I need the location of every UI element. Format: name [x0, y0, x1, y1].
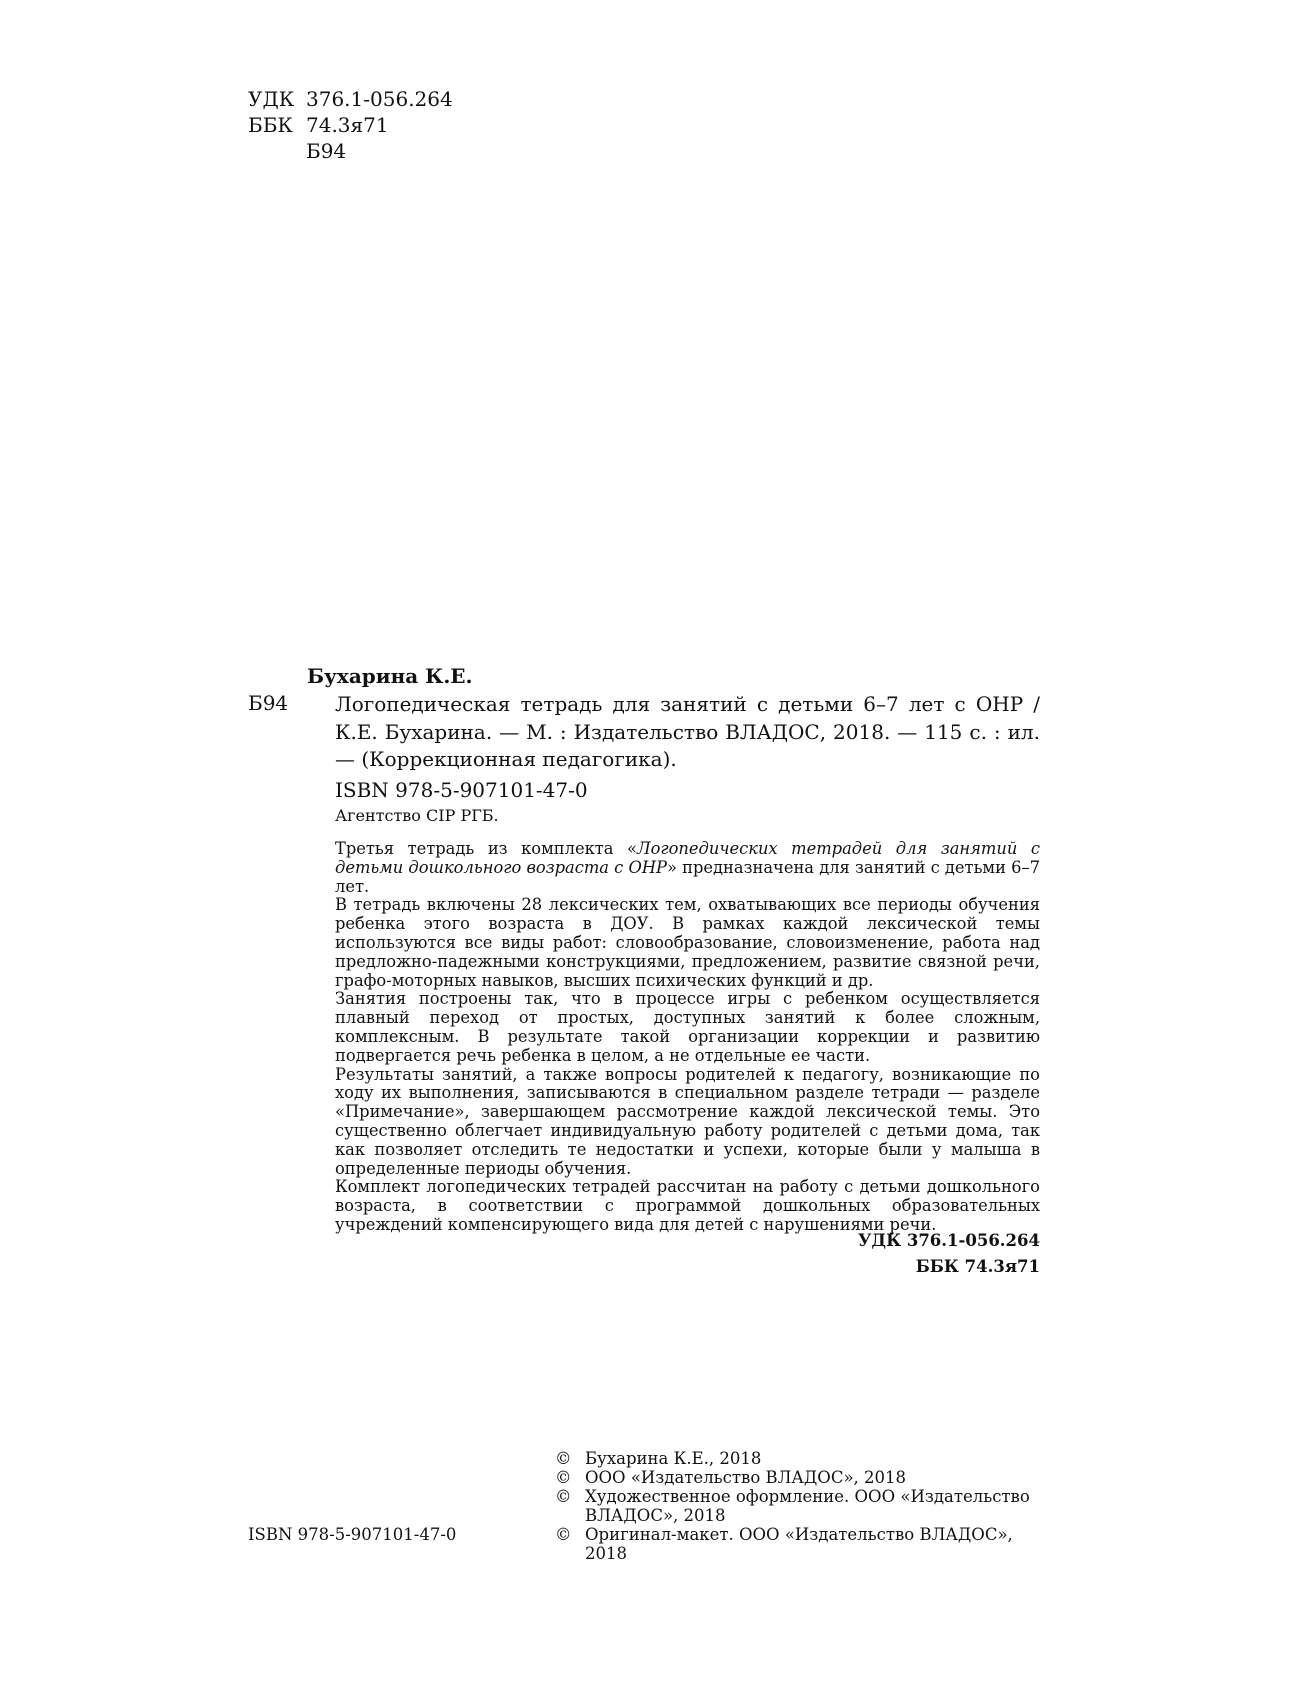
annotation-paragraph-4: Результаты занятий, а также вопросы родителей к педагогу, возникающие по ходу их выполнения, записываются в специальном разделе тетради — разделе «Примечание», завершающем рассмотрение каждой лексической темы. Это существенно облегчает индивидуальную работу родителей с детьми дома, так как позволяет отследить те недостатки и успехи, которые были у малыша в определенные периоды обучения.	[335, 1064, 1040, 1178]
annotation	[335, 840, 1040, 1235]
bottom-classification-codes	[858, 1228, 1040, 1280]
series-title: Логопедических тетрадей для занятий с детьми дошкольного возраста с ОНР	[335, 839, 1040, 877]
copyright-text: Оригинал-макет. ООО «Издательство ВЛАДОС», 2018	[585, 1525, 1013, 1563]
annotation-paragraph-3: Занятия построены так, что в процессе игры с ребенком осуществляется плавный переход от простых, доступных занятий к более сложным, комплексным. В результате такой организации коррекции и развитию подвергается речь ребенка в целом, а не отдельные ее части.	[335, 989, 1040, 1065]
card-isbn: ISBN 978-5-907101-47-0	[335, 778, 588, 802]
copyright-icon: ©	[555, 1525, 572, 1544]
copyright-line	[555, 1487, 1055, 1525]
bbk-label: ББК	[248, 113, 293, 137]
bibliographic-description	[335, 691, 1040, 774]
cip-agency: Агентство CIP РГБ.	[335, 806, 499, 825]
copyright-icon: ©	[555, 1468, 572, 1487]
annotation-paragraph-5: Комплект логопедических тетрадей рассчитан на работу с детьми дошкольного возраста, в соответствии с программой дошкольных образовательных учреждений компенсирующего вида для детей с нарушениями речи.	[335, 1177, 1040, 1234]
annotation-paragraph-1	[335, 840, 1040, 896]
copyright-text: Бухарина К.Е., 2018	[585, 1449, 762, 1468]
author-mark: Б94	[306, 139, 347, 163]
top-classification-codes	[248, 86, 453, 164]
bbk-value: 74.3я71	[306, 113, 389, 137]
copyright-icon: ©	[555, 1487, 572, 1506]
annotation-paragraph-2: В тетрадь включены 28 лексических тем, охватывающих все периоды обучения ребенка этого возраста в ДОУ. В рамках каждой лексической темы используются все виды работ: словообразование, словоизменение, работа над предложно-падежными конструкциями, предложением, развитие связной речи, графо-моторных навыков, высших психических функций и др.	[335, 895, 1040, 990]
bottom-isbn: ISBN 978-5-907101-47-0	[248, 1525, 457, 1544]
annotation-p1-start: Третья тетрадь из комплекта «	[335, 839, 637, 858]
card-author-mark: Б94	[248, 691, 289, 715]
copyright-text: ООО «Издательство ВЛАДОС», 2018	[585, 1468, 907, 1487]
copyright-icon: ©	[555, 1449, 572, 1468]
udk-value: 376.1-056.264	[306, 87, 453, 111]
copyright-line	[555, 1449, 1055, 1468]
bottom-bbk: ББК 74.3я71	[915, 1257, 1040, 1276]
copyright-block	[555, 1449, 1055, 1563]
bottom-udk: УДК 376.1-056.264	[858, 1231, 1040, 1250]
copyright-line	[555, 1468, 1055, 1487]
copyright-line	[555, 1525, 1055, 1563]
annotation-p1-end: » предназначена для занятий с детьми 6–7 лет.	[335, 857, 1040, 896]
bibliographic-text: Логопедическая тетрадь для занятий с детьми 6–7 лет с ОНР / К.Е. Бухарина. — М. : Издательство ВЛАДОС, 2018. — 115 с. : ил. — (Коррекционная педагогика).	[335, 692, 1040, 771]
copyright-text: Художественное оформление. ООО «Издательство ВЛАДОС», 2018	[585, 1487, 1030, 1525]
udk-label: УДК	[248, 87, 295, 111]
udk-row	[248, 86, 453, 112]
card-author: Бухарина К.Е.	[307, 664, 473, 688]
bbk-row	[248, 112, 453, 138]
